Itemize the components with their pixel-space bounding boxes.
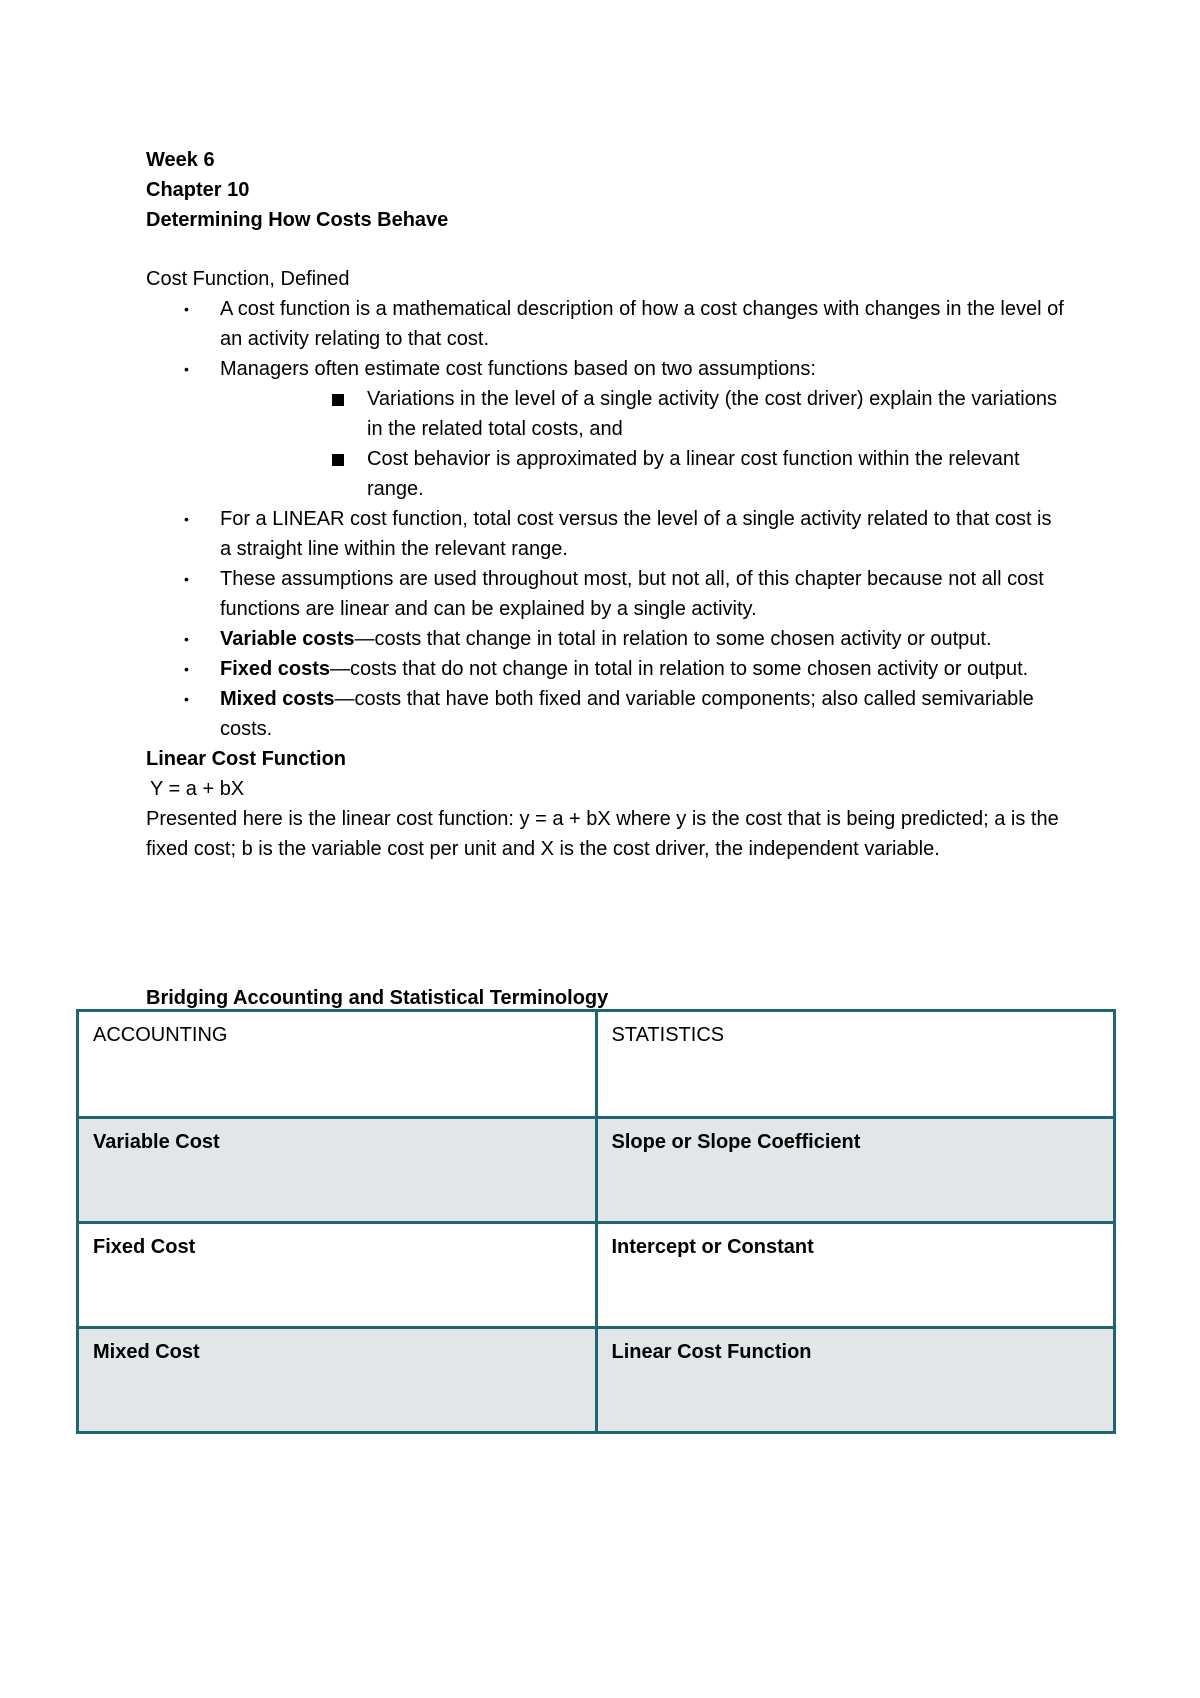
page-title: Determining How Costs Behave <box>146 209 449 231</box>
table-cell: Fixed Cost <box>78 1223 597 1328</box>
table-row <box>78 1328 1115 1433</box>
week-label: Week 6 <box>146 149 215 171</box>
definition-fixed-costs <box>146 654 1066 684</box>
table-cell: Intercept or Constant <box>596 1223 1115 1328</box>
definition-term: Fixed costs <box>220 658 331 680</box>
definition-term: Variable costs <box>220 628 355 650</box>
terminology-table <box>76 1009 1116 1434</box>
definition-mixed-costs <box>146 684 1066 744</box>
table-cell: Mixed Cost <box>78 1328 597 1433</box>
table-cell: Slope or Slope Coefficient <box>596 1118 1115 1223</box>
cost-function-bullet-list <box>146 294 1066 744</box>
chapter-label: Chapter 10 <box>146 179 250 201</box>
linear-cost-paragraph: Presented here is the linear cost function: y = a + bX where y is the cost that is being predicted; a is the fixed cost; b is the variable cost per unit and X is the cost driver, the independent variable. <box>146 808 1059 860</box>
sub-list-item: Cost behavior is approximated by a linear cost function within the relevant range. <box>220 444 1066 504</box>
table-header-cell: ACCOUNTING <box>78 1011 597 1118</box>
list-item: • A cost function is a mathematical description of how a cost changes with changes in the level of an activity relating to that cost. <box>146 294 1066 354</box>
list-item-text: Managers often estimate cost functions based on two assumptions: <box>220 358 816 380</box>
sub-list-item: Variations in the level of a single activity (the cost driver) explain the variations in the related total costs, and <box>220 384 1066 444</box>
table-header-row <box>78 1011 1115 1118</box>
definition-variable-costs <box>146 624 1066 654</box>
section-heading-linear-cost-function: Linear Cost Function <box>146 748 346 770</box>
definition-text: —costs that change in total in relation to some chosen activity or output. <box>354 628 992 650</box>
definition-text: —costs that do not change in total in relation to some chosen activity or output. <box>330 658 1029 680</box>
assumptions-sub-list <box>220 384 1066 504</box>
list-item: • For a LINEAR cost function, total cost versus the level of a single activity related to that cost is a straight line within the relevant range. <box>146 504 1066 564</box>
table-row <box>78 1223 1115 1328</box>
list-item <box>146 354 1066 504</box>
document-body <box>146 145 1066 864</box>
table-header-cell: STATISTICS <box>596 1011 1115 1118</box>
table-cell: Linear Cost Function <box>596 1328 1115 1433</box>
list-item: • These assumptions are used throughout most, but not all, of this chapter because not all cost functions are linear and can be explained by a single activity. <box>146 564 1066 624</box>
table-row <box>78 1118 1115 1223</box>
definition-text: —costs that have both fixed and variable components; also called semivariable costs. <box>220 688 1034 740</box>
table-title: Bridging Accounting and Statistical Terminology <box>146 987 609 1009</box>
section-heading-cost-function: Cost Function, Defined <box>146 268 350 290</box>
definition-term: Mixed costs <box>220 688 335 710</box>
cost-formula: Y = a + bX <box>150 778 245 800</box>
table-cell: Variable Cost <box>78 1118 597 1223</box>
